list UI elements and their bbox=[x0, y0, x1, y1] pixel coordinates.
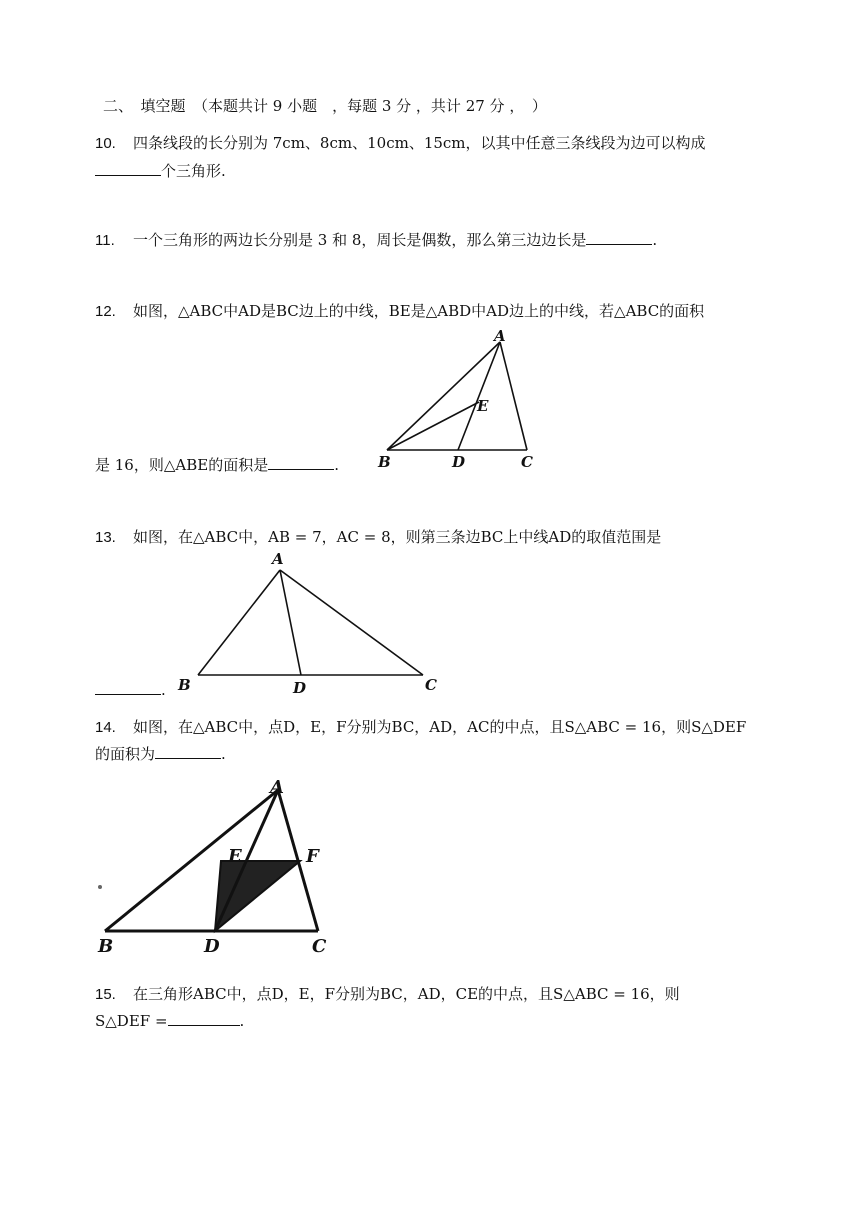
vertex-label-b: B bbox=[178, 676, 191, 694]
question-14-line2 bbox=[95, 744, 226, 764]
question-text: 在三角形ABC中，点D，E，F分别为BC，AD，CE的中点，且S△ABC = 16，则 bbox=[133, 985, 680, 1003]
question-11 bbox=[95, 230, 657, 251]
vertex-label-b: B bbox=[378, 453, 391, 471]
answer-blank[interactable] bbox=[268, 455, 334, 470]
question-suffix: . bbox=[652, 231, 658, 249]
stray-mark bbox=[98, 885, 102, 889]
vertex-label-a: A bbox=[272, 550, 284, 568]
question-12-line1 bbox=[95, 301, 704, 322]
question-text: 一个三角形的两边长分别是 3 和 8，周长是偶数，那么第三边边长是 bbox=[133, 231, 587, 249]
vertex-label-a: A bbox=[270, 777, 284, 798]
question-13-line1 bbox=[95, 527, 661, 548]
vertex-label-c: C bbox=[425, 676, 437, 694]
question-number: 12. bbox=[95, 303, 116, 320]
question-13-line2 bbox=[95, 680, 166, 700]
vertex-label-c: C bbox=[312, 936, 327, 957]
question-number: 14. bbox=[95, 719, 116, 736]
question-10-line1 bbox=[95, 133, 706, 154]
answer-blank[interactable] bbox=[155, 744, 221, 759]
point-label-e: E bbox=[477, 397, 489, 415]
point-label-f: F bbox=[306, 846, 319, 867]
question-number: 11. bbox=[95, 232, 115, 249]
answer-blank[interactable] bbox=[95, 161, 161, 176]
question-suffix: . bbox=[161, 681, 166, 699]
question-text: 如图，在△ABC中，点D，E，F分别为BC，AD，AC的中点，且S△ABC = 16，则S△DEF bbox=[133, 718, 747, 736]
question-text: S△DEF = bbox=[95, 1012, 168, 1030]
question-number: 10. bbox=[95, 135, 116, 152]
point-label-d: D bbox=[452, 453, 466, 471]
question-text: 的面积为 bbox=[95, 745, 156, 763]
question-text: 如图，△ABC中AD是BC边上的中线，BE是△ABD中AD边上的中线，若△ABC的面积 bbox=[133, 302, 705, 320]
question-text: 四条线段的长分别为 7cm、8cm、10cm、15cm，以其中任意三条线段为边可以构成 bbox=[133, 134, 706, 152]
question-14-line1 bbox=[95, 717, 746, 738]
answer-blank[interactable] bbox=[95, 680, 161, 695]
question-12-line2 bbox=[95, 455, 339, 475]
question-suffix: . bbox=[334, 456, 339, 474]
question-text: 个三角形. bbox=[161, 162, 226, 180]
question-number: 13. bbox=[95, 529, 116, 546]
vertex-label-c: C bbox=[521, 453, 533, 471]
vertex-label-b: B bbox=[98, 936, 114, 957]
point-label-d: D bbox=[204, 936, 220, 957]
question-10-line2 bbox=[95, 161, 226, 181]
figure-13-triangle bbox=[170, 550, 450, 700]
answer-blank[interactable] bbox=[586, 230, 652, 245]
question-text: 是 16，则△ABE的面积是 bbox=[95, 456, 269, 474]
question-text: 如图，在△ABC中，AB = 7，AC = 8，则第三条边BC上中线AD的取值范围是 bbox=[133, 528, 662, 546]
question-suffix: . bbox=[221, 745, 226, 763]
vertex-label-a: A bbox=[494, 327, 506, 345]
question-suffix: . bbox=[239, 1012, 245, 1030]
question-number: 15. bbox=[95, 986, 116, 1003]
figure-14-triangle bbox=[90, 775, 350, 960]
question-15-line2 bbox=[95, 1011, 244, 1031]
section-header: 二、 填空题 （本题共计 9 小题 ，每题 3 分 ，共计 27 分 ， ） bbox=[103, 97, 547, 115]
point-label-e: E bbox=[228, 846, 242, 867]
figure-12-triangle bbox=[370, 325, 550, 475]
answer-blank[interactable] bbox=[168, 1011, 240, 1026]
point-label-d: D bbox=[293, 679, 307, 697]
shaded-triangle-def bbox=[215, 861, 300, 931]
question-15-line1 bbox=[95, 984, 680, 1005]
